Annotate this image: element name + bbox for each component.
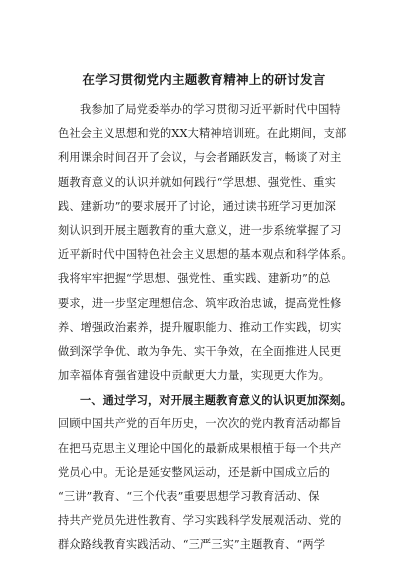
- body-line: 色社会主义思想和党的XX大精神培训班。在此期间，支部: [58, 127, 347, 141]
- body-line: 在把马克思主义理论中国化的最新成果根植于每一个共产: [58, 441, 342, 455]
- body-line: 近平新时代中国特色社会主义思想的基本观点和科学体系。: [58, 248, 353, 262]
- document-title: 在学习贯彻党内主题教育精神上的研讨发言: [82, 72, 326, 87]
- body-line: 群众路线教育实践活动、“三严三实”主题教育、“两学: [58, 538, 326, 552]
- body-line: 养、增强政治素养，提升履职能力、推动工作实践，切实: [58, 320, 342, 334]
- body-line: 题教育意义的认识并就如何践行“学思想、强党性、重实: [58, 175, 336, 189]
- body-line: 做到深学争优、敢为争先、实干争效，在全面推进人民更: [58, 344, 342, 358]
- body-line: 加幸福体育强省建设中贡献更大力量，实现更大作为。: [58, 369, 331, 383]
- body-line: 刻认识到开展主题教育的重大意义，进一步系统掌握了习: [58, 223, 342, 237]
- section-heading: 一、通过学习，对开展主题教育意义的认识更加深刻。: [80, 393, 353, 408]
- body-line: “三讲”教育、“三个代表”重要思想学习教育活动、保: [58, 490, 320, 503]
- body-line: 我将牢牢把握“学思想、强党性、重实践、建新功”的总: [58, 272, 331, 286]
- body-line: 回顾中国共产党的百年历史，一次次的党内教育活动都旨: [58, 417, 342, 431]
- body-line: 党员心中。无论是延安整风运动，还是新中国成立后的: [58, 465, 331, 479]
- body-line: 要求，进一步坚定理想信念、筑牢政治忠诚，提高党性修: [58, 296, 342, 310]
- body-line: 持共产党员先进性教育、学习实践科学发展观活动、党的: [58, 514, 342, 528]
- document-body: [58, 98, 354, 558]
- body-line: 我参加了局党委举办的学习贯彻习近平新时代中国特: [80, 103, 341, 116]
- body-line: 践、建新功”的要求展开了讨论，通过读书班学习更加深: [58, 199, 336, 213]
- body-line: 利用课余时间召开了会议，与会者踊跃发言，畅谈了对主: [58, 151, 342, 165]
